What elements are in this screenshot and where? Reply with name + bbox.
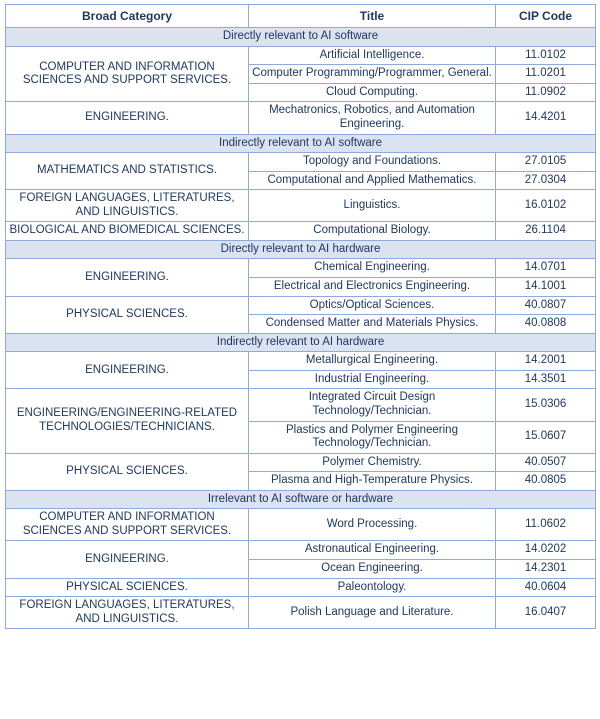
cell-title: Cloud Computing. (249, 83, 496, 102)
table-row (6, 352, 596, 371)
cell-cip-code: 40.0507 (496, 453, 596, 472)
table-row (6, 389, 596, 421)
cell-title: Plastics and Polymer Engineering Technology/Technician. (249, 421, 496, 453)
cell-title: Computational Biology. (249, 222, 496, 241)
cell-broad-category: BIOLOGICAL AND BIOMEDICAL SCIENCES. (6, 222, 249, 241)
section-label: Irrelevant to AI software or hardware (6, 490, 596, 509)
cell-cip-code: 11.0602 (496, 509, 596, 541)
cell-cip-code: 16.0102 (496, 190, 596, 222)
column-header-title: Title (249, 5, 496, 28)
cell-cip-code: 15.0607 (496, 421, 596, 453)
cell-title: Astronautical Engineering. (249, 541, 496, 560)
cell-cip-code: 16.0407 (496, 597, 596, 629)
section-label: Directly relevant to AI software (6, 28, 596, 47)
table-header (6, 5, 596, 28)
cell-title: Computational and Applied Mathematics. (249, 171, 496, 190)
cell-title: Word Processing. (249, 509, 496, 541)
cell-broad-category: COMPUTER AND INFORMATION SCIENCES AND SUPPORT SERVICES. (6, 46, 249, 102)
table-row (6, 597, 596, 629)
table-row (6, 541, 596, 560)
cell-broad-category: FOREIGN LANGUAGES, LITERATURES, AND LINGUISTICS. (6, 597, 249, 629)
cell-cip-code: 15.0306 (496, 389, 596, 421)
cell-broad-category: PHYSICAL SCIENCES. (6, 453, 249, 490)
cell-title: Linguistics. (249, 190, 496, 222)
cell-broad-category: ENGINEERING/ENGINEERING-RELATED TECHNOLOGIES/TECHNICIANS. (6, 389, 249, 453)
table-row (6, 578, 596, 597)
section-header-row (6, 490, 596, 509)
section-header-row (6, 28, 596, 47)
cell-title: Optics/Optical Sciences. (249, 296, 496, 315)
cell-cip-code: 14.0202 (496, 541, 596, 560)
cell-cip-code: 40.0805 (496, 472, 596, 491)
cell-title: Ocean Engineering. (249, 560, 496, 579)
cell-title: Electrical and Electronics Engineering. (249, 278, 496, 297)
cell-title: Artificial Intelligence. (249, 46, 496, 65)
cell-broad-category: COMPUTER AND INFORMATION SCIENCES AND SUPPORT SERVICES. (6, 509, 249, 541)
table-row (6, 453, 596, 472)
cell-broad-category: MATHEMATICS AND STATISTICS. (6, 153, 249, 190)
cell-cip-code: 14.2001 (496, 352, 596, 371)
cell-title: Integrated Circuit Design Technology/Technician. (249, 389, 496, 421)
cell-broad-category: ENGINEERING. (6, 259, 249, 296)
section-label: Indirectly relevant to AI software (6, 134, 596, 153)
cell-title: Polymer Chemistry. (249, 453, 496, 472)
cell-cip-code: 11.0102 (496, 46, 596, 65)
cell-title: Topology and Foundations. (249, 153, 496, 172)
cip-code-table (5, 4, 596, 629)
cell-broad-category: PHYSICAL SCIENCES. (6, 296, 249, 333)
section-label: Directly relevant to AI hardware (6, 240, 596, 259)
cell-title: Plasma and High-Temperature Physics. (249, 472, 496, 491)
section-header-row (6, 134, 596, 153)
column-header-broad-category: Broad Category (6, 5, 249, 28)
header-row (6, 5, 596, 28)
cell-cip-code: 27.0304 (496, 171, 596, 190)
cell-cip-code: 40.0808 (496, 315, 596, 334)
section-header-row (6, 333, 596, 352)
cell-title: Mechatronics, Robotics, and Automation Engineering. (249, 102, 496, 134)
cell-cip-code: 14.4201 (496, 102, 596, 134)
cell-title: Paleontology. (249, 578, 496, 597)
table-row (6, 153, 596, 172)
table-row (6, 296, 596, 315)
cell-cip-code: 14.1001 (496, 278, 596, 297)
cell-title: Condensed Matter and Materials Physics. (249, 315, 496, 334)
cell-cip-code: 11.0201 (496, 65, 596, 84)
cell-title: Metallurgical Engineering. (249, 352, 496, 371)
cell-cip-code: 26.1104 (496, 222, 596, 241)
cell-broad-category: ENGINEERING. (6, 102, 249, 134)
cell-cip-code: 40.0604 (496, 578, 596, 597)
section-label: Indirectly relevant to AI hardware (6, 333, 596, 352)
cell-broad-category: PHYSICAL SCIENCES. (6, 578, 249, 597)
table-row (6, 46, 596, 65)
cell-cip-code: 14.3501 (496, 370, 596, 389)
section-header-row (6, 240, 596, 259)
cell-title: Computer Programming/Programmer, General. (249, 65, 496, 84)
column-header-cip-code: CIP Code (496, 5, 596, 28)
table-row (6, 222, 596, 241)
cell-broad-category: ENGINEERING. (6, 352, 249, 389)
cell-cip-code: 27.0105 (496, 153, 596, 172)
cell-cip-code: 14.0701 (496, 259, 596, 278)
table-body (6, 28, 596, 629)
cell-cip-code: 40.0807 (496, 296, 596, 315)
cell-title: Chemical Engineering. (249, 259, 496, 278)
cell-broad-category: ENGINEERING. (6, 541, 249, 578)
cell-broad-category: FOREIGN LANGUAGES, LITERATURES, AND LINGUISTICS. (6, 190, 249, 222)
table-row (6, 259, 596, 278)
cell-cip-code: 11.0902 (496, 83, 596, 102)
table-row (6, 102, 596, 134)
table-row (6, 190, 596, 222)
table-row (6, 509, 596, 541)
cell-cip-code: 14.2301 (496, 560, 596, 579)
cell-title: Industrial Engineering. (249, 370, 496, 389)
cell-title: Polish Language and Literature. (249, 597, 496, 629)
